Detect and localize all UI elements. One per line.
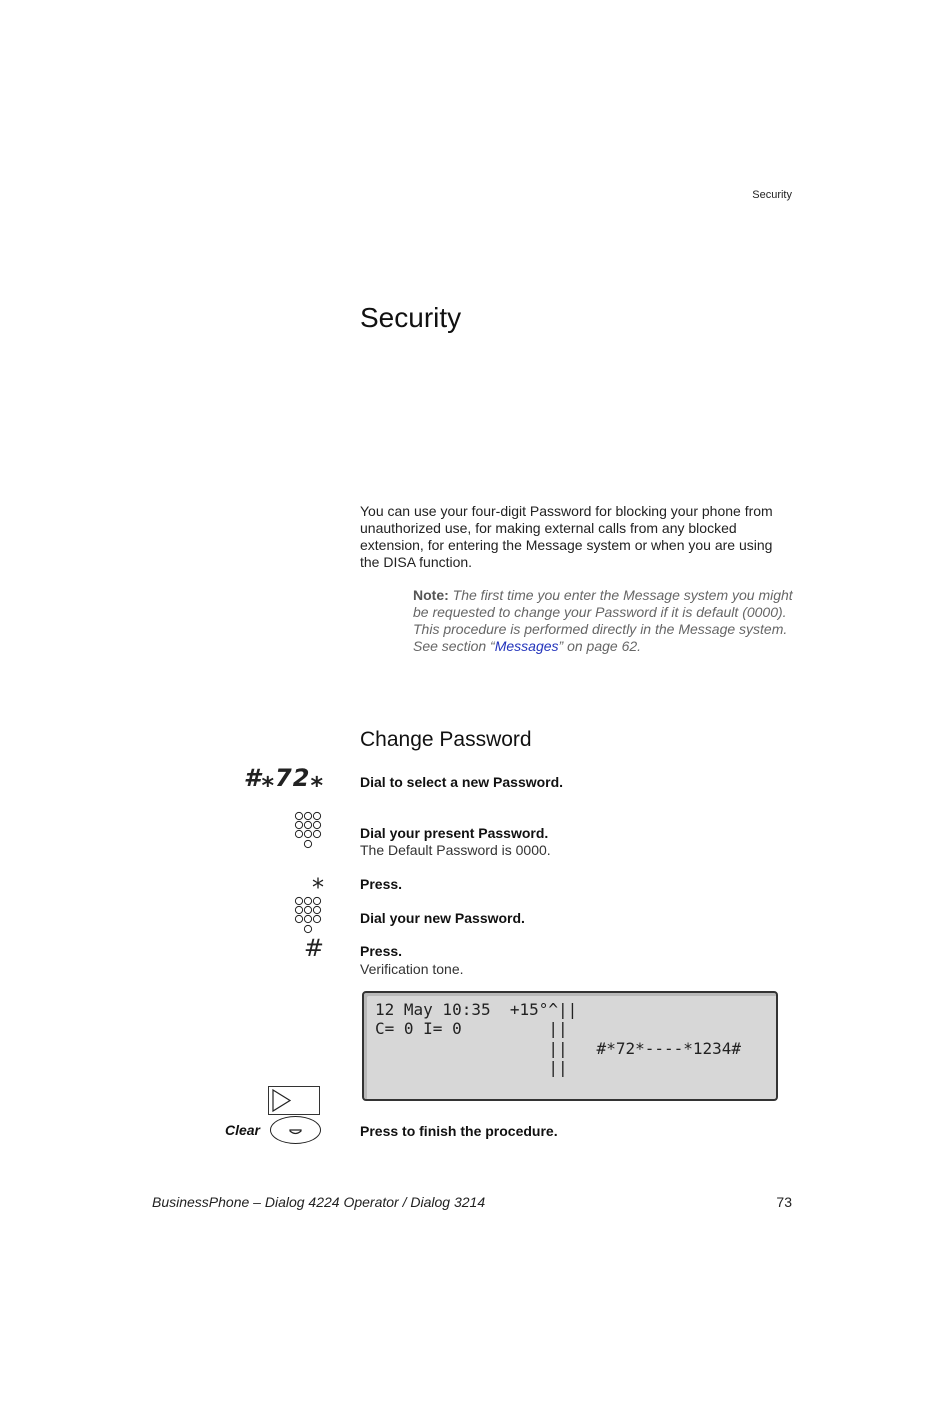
messages-link[interactable]: Messages (494, 638, 559, 654)
step-present-password-note: The Default Password is 0000. (360, 842, 551, 858)
clear-icon (271, 1117, 320, 1143)
step-select-new-password: Dial to select a new Password. (360, 774, 564, 790)
step-present-password: Dial your present Password. (360, 825, 549, 841)
note-label: Note: (413, 587, 449, 603)
page-title: Security (360, 302, 462, 333)
step-finish-procedure: Press to finish the procedure. (360, 1123, 558, 1139)
dial-code-symbol: #⁎72⁎ (243, 764, 324, 792)
footer-title: BusinessPhone – Dialog 4224 Operator / Dialog 3214 (152, 1194, 486, 1210)
step-press-hash: Press. (360, 943, 403, 959)
keypad-icon (294, 811, 324, 851)
step-press-star: Press. (360, 876, 403, 892)
phone-display (362, 991, 778, 1101)
play-triangle-icon (269, 1087, 319, 1114)
display-line-3: || #*72*----*1234# (375, 1039, 742, 1058)
display-line-4: || (375, 1058, 568, 1077)
note-text: The first time you enter the Message system you might be requested to change your Password if it is default (0000). This procedure is performed directly in the Message system. See section “ (413, 587, 793, 654)
running-head: Security (752, 189, 792, 201)
section-title: Change Password (360, 728, 532, 751)
step-verification-tone: Verification tone. (360, 961, 464, 977)
star-key-symbol: ⁎ (312, 866, 324, 894)
clear-key-label: Clear (224, 1122, 260, 1138)
clear-button[interactable] (270, 1116, 321, 1144)
note-text-end: ” on page 62. (558, 638, 642, 654)
note-paragraph (413, 587, 798, 655)
intro-paragraph: You can use your four-digit Password for blocking your phone from unauthorized use, for making external calls from any blocked extension, for entering the Message system or when you are using the DISA function. (360, 503, 773, 570)
display-key[interactable] (268, 1086, 320, 1115)
display-line-1: 12 May 10:35 +15°^|| (375, 1000, 578, 1019)
page-number: 73 (776, 1194, 792, 1210)
step-new-password: Dial your new Password. (360, 910, 525, 926)
keypad-icon (294, 896, 324, 936)
hash-key-symbol: # (303, 934, 324, 962)
display-line-2: C= 0 I= 0 || (375, 1019, 568, 1038)
